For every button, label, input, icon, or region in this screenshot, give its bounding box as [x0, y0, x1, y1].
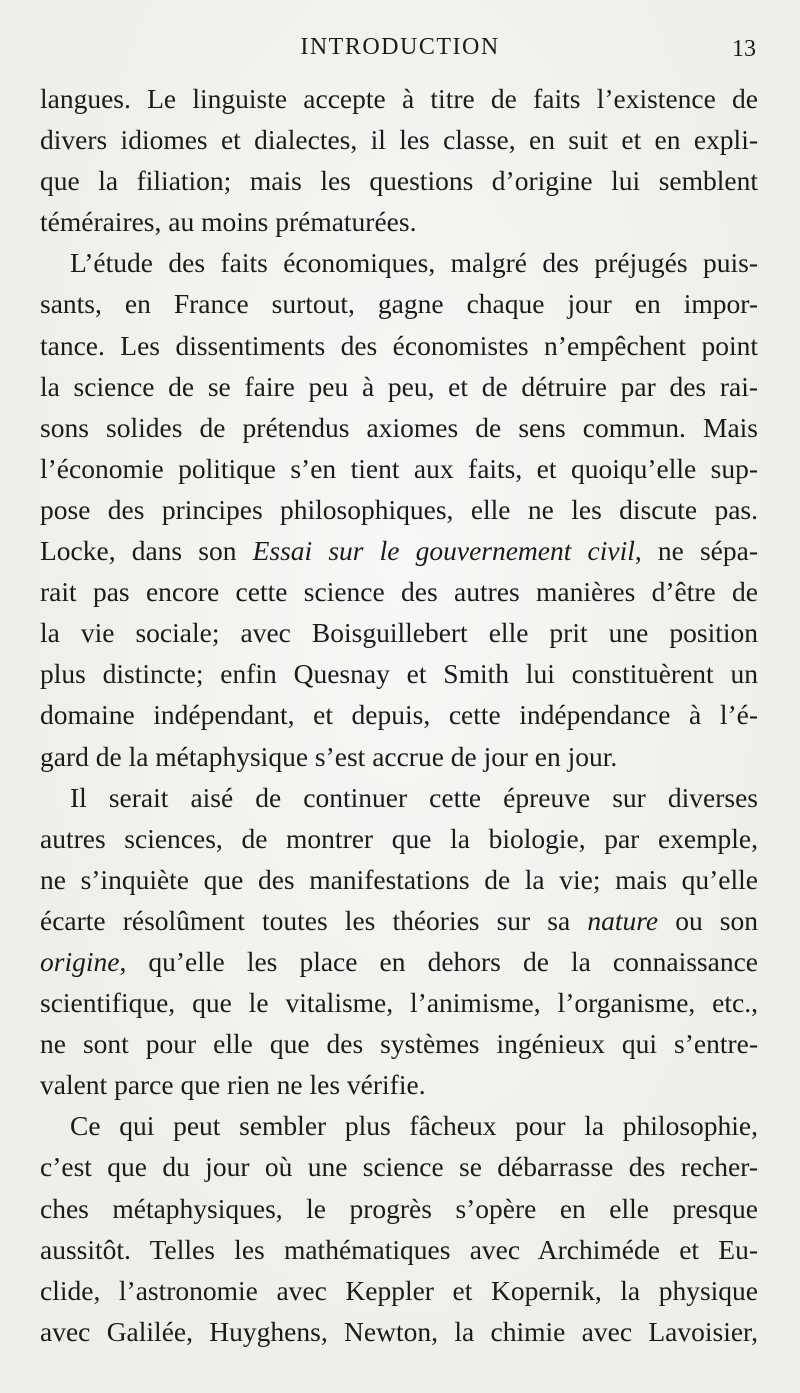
text-run: ou son — [658, 904, 758, 936]
text-line: la science de se faire peu à peu, et de détruire par des rai- — [40, 370, 758, 402]
text-line: plus distincte; enfin Quesnay et Smith lui constituèrent un — [40, 658, 758, 690]
text-line — [40, 900, 758, 941]
running-head — [0, 34, 800, 74]
text-line: domaine indépendant, et depuis, cette indépendance à l’é- — [40, 699, 758, 731]
text-line: ne s’inquiète que des manifestations de la vie; mais qu’elle — [40, 863, 758, 895]
text-line — [40, 941, 758, 982]
italic-word: nature — [587, 904, 659, 936]
text-line: valent parce que rien ne les vérifie. — [40, 1069, 426, 1101]
text-run: Locke, dans son — [40, 535, 253, 567]
book-title-italic: Essai sur le gouvernement civil — [252, 535, 635, 567]
text-line: tance. Les dissentiments des économistes n’empêchent point — [40, 329, 758, 361]
text-line: rait pas encore cette science des autres manières d’être de — [40, 576, 758, 608]
text-line — [40, 530, 758, 571]
text-line: avec Galilée, Huyghens, Newton, la chimie avec Lavoisier, — [40, 1315, 758, 1347]
text-line: clide, l’astronomie avec Keppler et Kopernik, la physique — [40, 1274, 758, 1306]
text-run: écarte résolûment toutes les théories sur sa — [40, 904, 588, 936]
text-line: sants, en France surtout, gagne chaque jour en impor- — [40, 288, 758, 320]
italic-word: origine — [40, 945, 120, 977]
text-line: ches métaphysiques, le progrès s’opère en elle presque — [40, 1192, 758, 1224]
text-line: sons solides de prétendus axiomes de sens commun. Mais — [40, 411, 758, 443]
text-line: divers idiomes et dialectes, il les classe, en suit et en expli- — [40, 124, 758, 156]
text-line: ne sont pour elle que des systèmes ingénieux qui s’entre- — [40, 1028, 758, 1060]
text-line: gard de la métaphysique s’est accrue de jour en jour. — [40, 740, 618, 772]
text-run: , ne sépa- — [634, 535, 758, 567]
running-title: INTRODUCTION — [300, 34, 500, 60]
text-line: la vie sociale; avec Boisguillebert elle prit une position — [40, 617, 758, 649]
text-line: c’est que du jour où une science se débarrasse des recher- — [40, 1151, 758, 1183]
text-run: , qu’elle les place en dehors de la connaissance — [119, 945, 758, 977]
paragraph-first-line: Il serait aisé de continuer cette épreuve sur diverses — [70, 781, 758, 813]
text-line: aussitôt. Telles les mathématiques avec Archiméde et Eu- — [40, 1233, 758, 1265]
paragraph-first-line: L’étude des faits économiques, malgré des préjugés puis- — [70, 247, 758, 279]
text-line: autres sciences, de montrer que la biologie, par exemple, — [40, 822, 758, 854]
body-text — [40, 78, 758, 1352]
text-line: scientifique, que le vitalisme, l’animisme, l’organisme, etc., — [40, 987, 758, 1019]
page-number: 13 — [732, 36, 756, 62]
text-line: l’économie politique s’en tient aux faits, et quoiqu’elle sup- — [40, 452, 758, 484]
paragraph-first-line: Ce qui peut sembler plus fâcheux pour la philosophie, — [70, 1110, 758, 1142]
text-line: pose des principes philosophiques, elle ne les discute pas. — [40, 493, 758, 525]
text-line: langues. Le linguiste accepte à titre de faits l’existence de — [40, 83, 758, 114]
text-line: que la filiation; mais les questions d’origine lui semblent — [40, 165, 758, 197]
text-line: téméraires, au moins prématurées. — [40, 206, 417, 238]
